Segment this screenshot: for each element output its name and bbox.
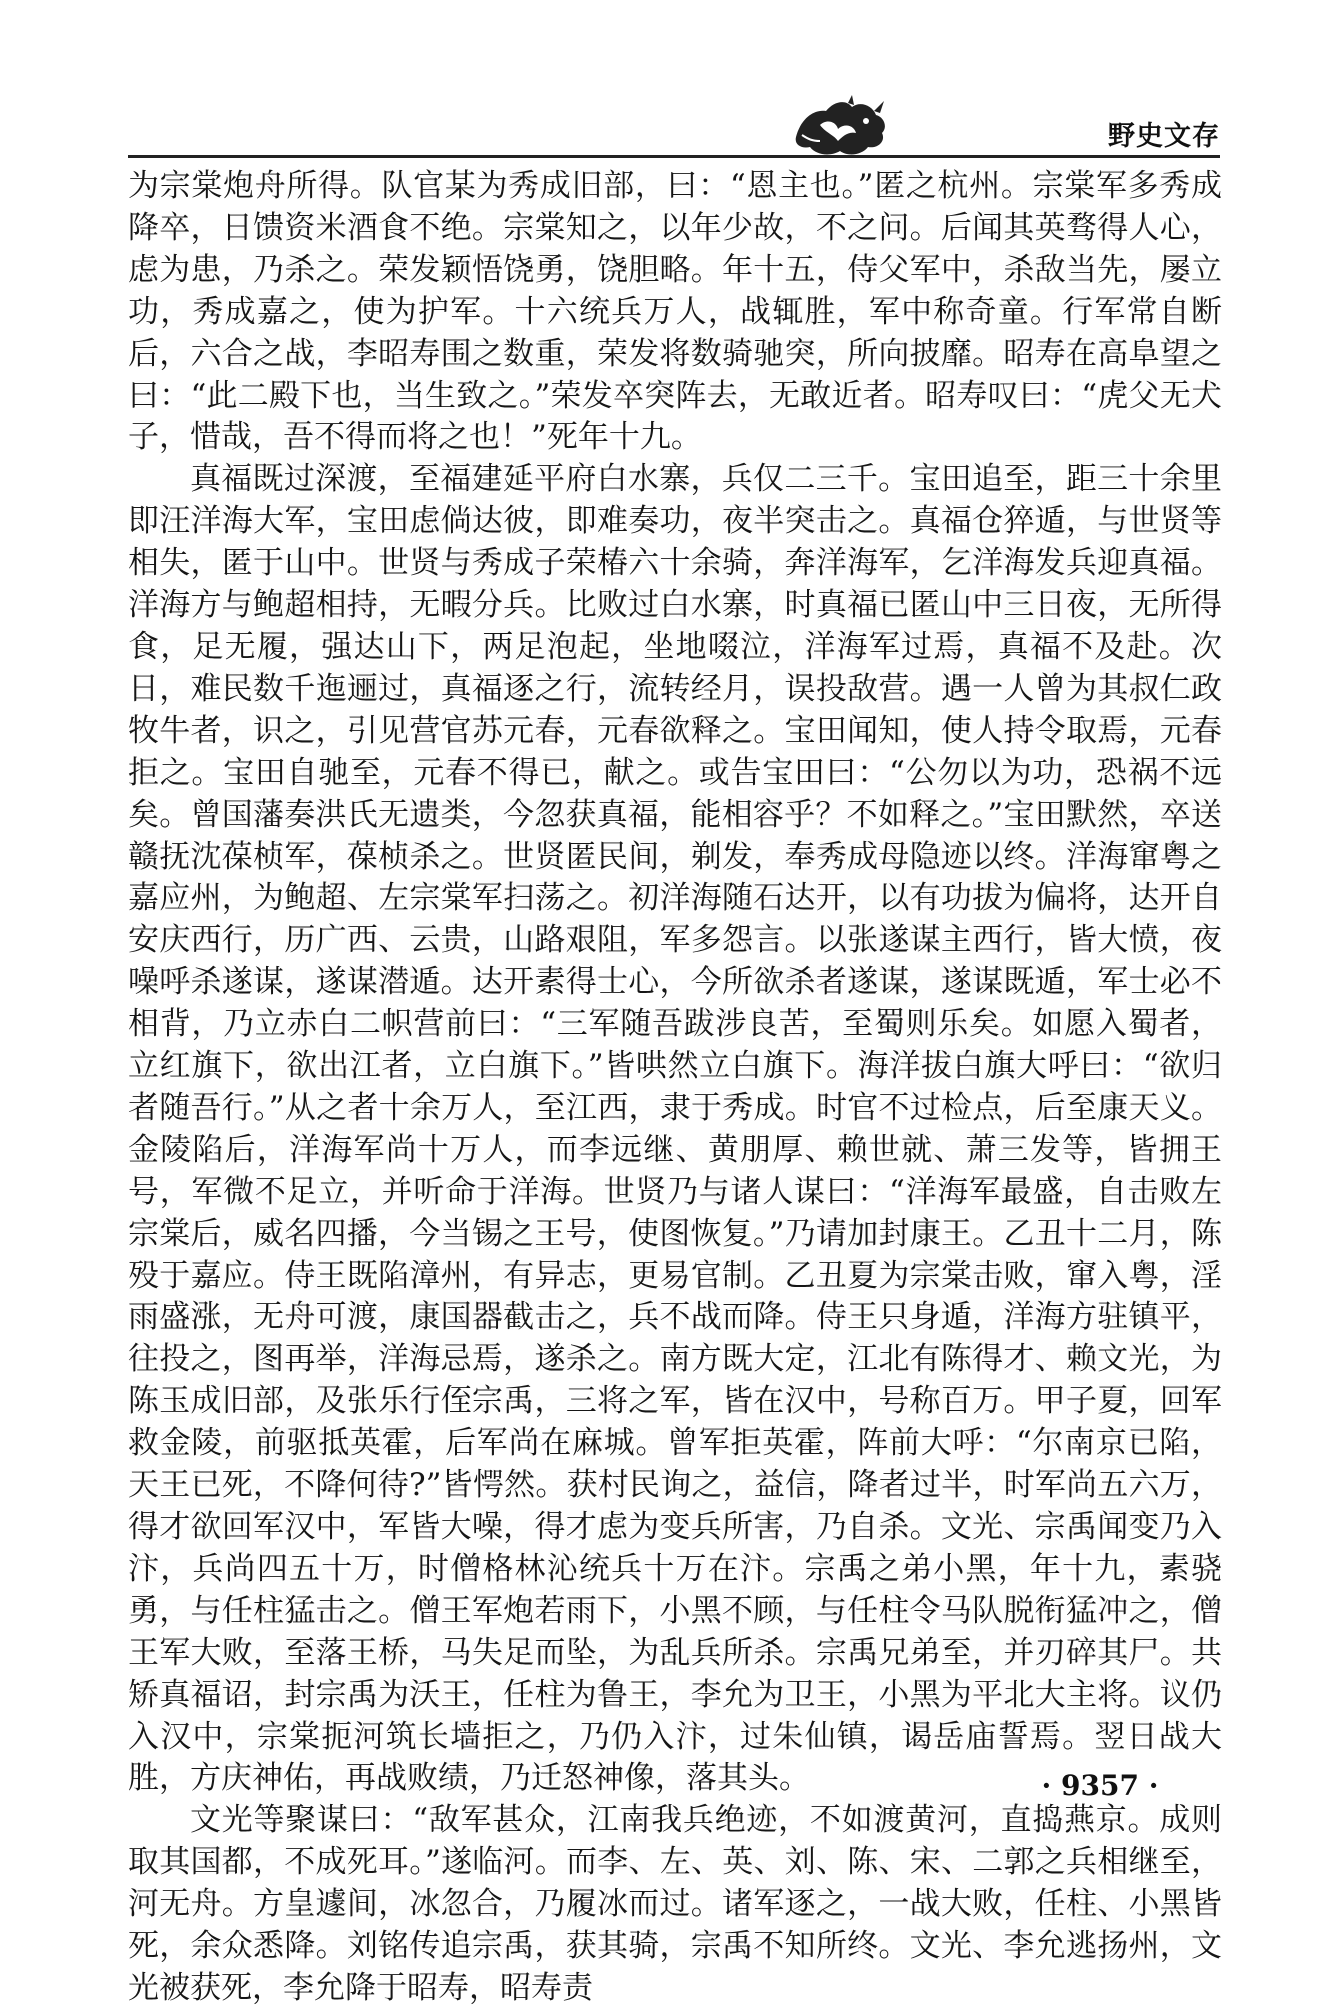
- page-number: · 9357 ·: [1041, 1769, 1159, 1802]
- paragraph: 文光等聚谋曰：“敌军甚众，江南我兵绝迹，不如渡黄河，直捣燕京。成则取其国都，不成死耳。”遂临河。而李、左、英、刘、陈、宋、二郭之兵相继至，河无舟。方皇遽间，冰忽合，乃履冰而过。诸军逐之，一战大败，任柱、小黑皆死，余众悉降。刘铭传追宗禹，获其骑，宗禹不知所终。文光、李允逃扬州，文光被获死，李允降于昭寿，昭寿责: [128, 1802, 1222, 2006]
- header-divider: [128, 155, 1220, 158]
- body-text: [128, 166, 1222, 2010]
- series-title: 野史文存: [1108, 121, 1220, 152]
- dragon-icon: [790, 95, 890, 161]
- paragraph: 真福既过深渡，至福建延平府白水寨，兵仅二三千。宝田追至，距三十余里即汪洋海大军，宝田虑倘达彼，即难奏功，夜半突击之。真福仓猝遁，与世贤等相失，匿于山中。世贤与秀成子荣椿六十余骑，奔洋海军，乞洋海发兵迎真福。洋海方与鲍超相持，无暇分兵。比败过白水寨，时真福已匿山中三日夜，无所得食，足无履，强达山下，两足泡起，坐地啜泣，洋海军过焉，真福不及赴。次日，难民数千迤逦过，真福逐之行，流转经月，误投敌营。遇一人曾为其叔仁政牧牛者，识之，引见营官苏元春，元春欲释之。宝田闻知，使人持令取焉，元春拒之。宝田自驰至，元春不得已，献之。或告宝田曰：“公勿以为功，恐祸不远矣。曾国藩奏洪氏无遗类，今忽获真福，能相容乎？不如释之。”宝田默然，卒送赣抚沈葆桢军，葆桢杀之。世贤匿民间，剃发，奉秀成母隐迹以终。洋海窜粤之嘉应州，为鲍超、左宗棠军扫荡之。初洋海随石达开，以有功拔为偏将，达开自安庆西行，历广西、云贵，山路艰阻，军多怨言。以张遂谋主西行，皆大愤，夜噪呼杀遂谋，遂谋潜遁。达开素得士心，今所欲杀者遂谋，遂谋既遁，军士必不相背，乃立赤白二帜营前曰：“三军随吾跋涉良苦，至蜀则乐矣。如愿入蜀者，立红旗下，欲出江者，立白旗下。”皆哄然立白旗下。海洋拔白旗大呼曰：“欲归者随吾行。”从之者十余万人，至江西，隶于秀成。时官不过检点，后至康天义。金陵陷后，洋海军尚十万人，而李远继、黄朋厚、赖世就、萧三发等，皆拥王号，军微不足立，并听命于洋海。世贤乃与诸人谋曰：“洋海军最盛，自击败左宗棠后，威名四播，今当锡之王号，使图恢复。”乃请加封康王。乙丑十二月，陈殁于嘉应。侍王既陷漳州，有异志，更易官制。乙丑夏为宗棠击败，窜入粤，淫雨盛涨，无舟可渡，康国器截击之，兵不战而降。侍王只身遁，洋海方驻镇平，往投之，图再举，洋海忌焉，遂杀之。南方既大定，江北有陈得才、赖文光，为陈玉成旧部，及张乐行侄宗禹，三将之军，皆在汉中，号称百万。甲子夏，回军救金陵，前驱抵英霍，后军尚在麻城。曾军拒英霍，阵前大呼：“尔南京已陷，天王已死，不降何待?”皆愕然。获村民询之，益信，降者过半，时军尚五六万，得才欲回军汉中，军皆大噪，得才虑为变兵所害，乃自杀。文光、宗禹闻变乃入汴，兵尚四五十万，时僧格林沁统兵十万在汴。宗禹之弟小黑，年十九，素骁勇，与任柱猛击之。僧王军炮若雨下，小黑不顾，与任柱令马队脱衔猛冲之，僧王军大败，至落王桥，马失足而坠，为乱兵所杀。宗禹兄弟至，并刃碎其尸。共矫真福诏，封宗禹为沃王，任柱为鲁王，李允为卫王，小黑为平北大主将。议仍入汉中，宗棠扼河筑长墙拒之，乃仍入汴，过朱仙镇，谒岳庙誓焉。翌日战大胜，方庆神佑，再战败绩，乃迁怒神像，落其头。: [128, 461, 1222, 1797]
- paragraph: 为宗棠炮舟所得。队官某为秀成旧部，曰：“恩主也。”匿之杭州。宗棠军多秀成降卒，日馈资米酒食不绝。宗棠知之，以年少故，不之问。后闻其英骛得人心，虑为患，乃杀之。荣发颖悟饶勇，饶胆略。年十五，侍父军中，杀敌当先，屡立功，秀成嘉之，使为护军。十六统兵万人，战辄胜，军中称奇童。行军常自断后，六合之战，李昭寿围之数重，荣发将数骑驰突，所向披靡。昭寿在高阜望之曰：“此二殿下也，当生致之。”荣发卒突阵去，无敢近者。昭寿叹曰：“虎父无犬子，惜哉，吾不得而将之也！”死年十九。: [128, 168, 1222, 456]
- page-header: [0, 0, 1322, 160]
